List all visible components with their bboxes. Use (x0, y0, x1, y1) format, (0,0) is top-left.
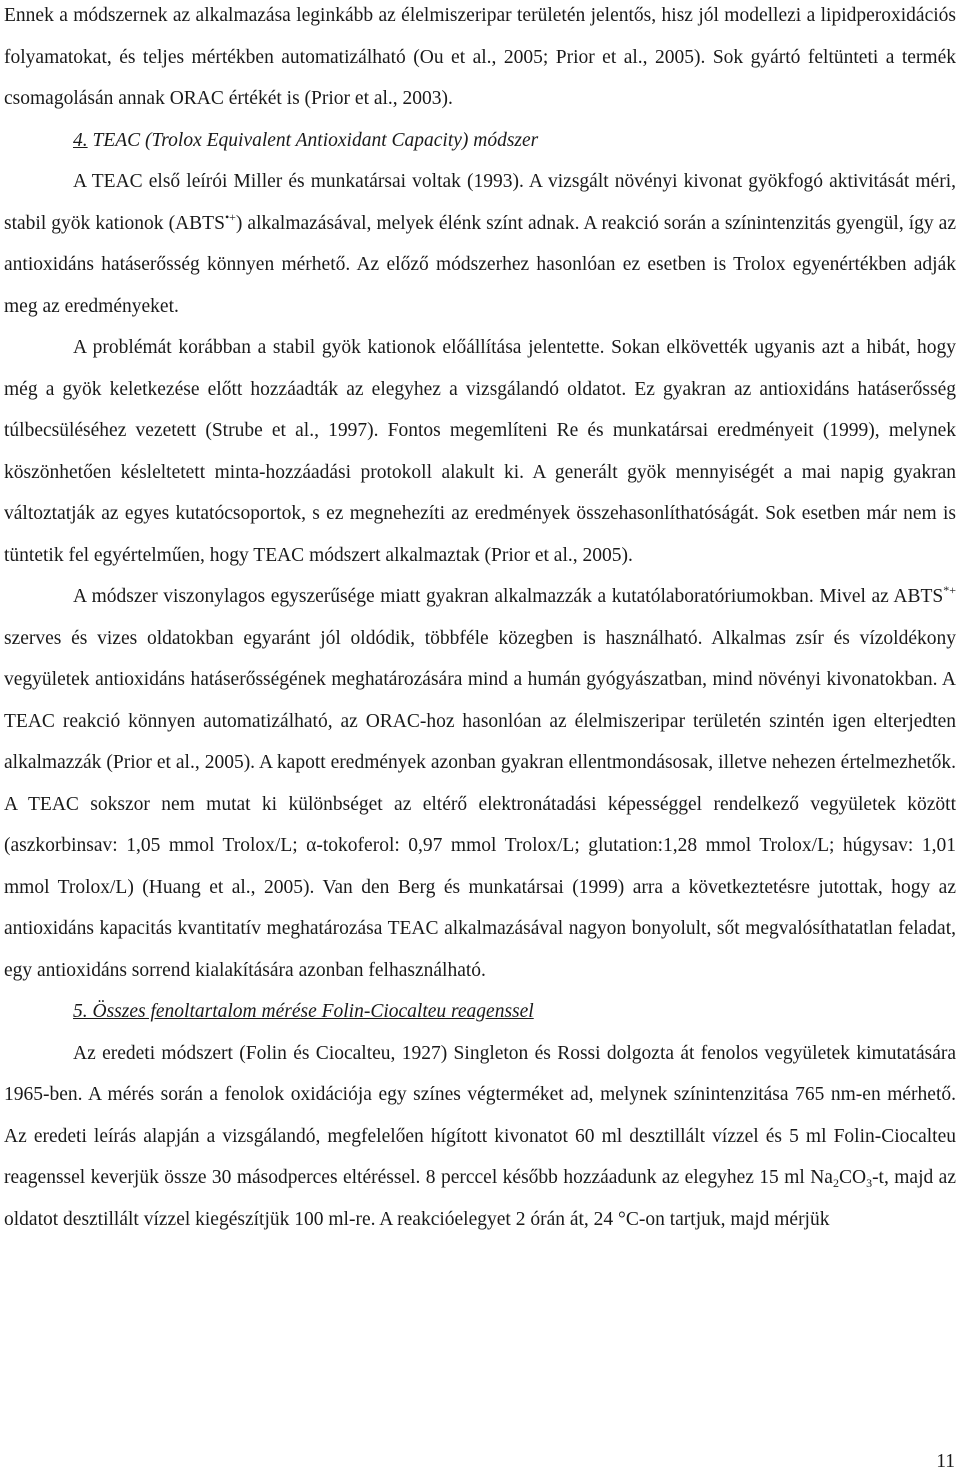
folin-p1-text-a: Az eredeti módszert (Folin és Ciocalteu, 1927) Singleton és Rossi dolgozta át fenolos vegyületek kimutatására 1965-ben. A mérés során a fenolok oxidációja egy színes végterméket ad, melynek színintenzitása 765 nm-en mérhető. Az eredeti leírás alapján a vizsgálandó, megfelelően hígított kivonatot 60 ml desztillált vízzel és 5 ml Folin-Ciocalteu reagenssel keverjük össze 30 másodperces eltéréssel. 8 perccel később hozzáadunk az elegyhez 15 ml Na (4, 1042, 956, 1188)
section-heading-folin (4, 991, 956, 1033)
teac-p2-text: A problémát korábban a stabil gyök kationok előállítása jelentette. Sokan elkövették ugyanis azt a hibát, hogy még a gyök keletkezése előtt hozzáadták az elegyhez a vizsgálandó oldatot. Ez gyakran az antioxidáns hatáserősség túlbecsüléséhez vezetett (Strube et al., 1997). Fontos megemlíteni Re és munkatársai eredményeit (1999), melynek köszönhetően késleltetett minta-hozzáadási protokoll alakult ki. A generált gyök mennyiségét a mai napig gyakran változtatják az egyes kutatócsoportok, s ez megnehezíti az eredmények összehasonlíthatóságát. Sok esetben már nem is tüntetik fel egyértelműen, hogy TEAC módszert alkalmaztak (Prior et al., 2005). (4, 337, 956, 566)
section-title-5: 5. Összes fenoltartalom mérése Folin-Ciocalteu reagenssel (73, 1001, 534, 1022)
teac-p1-text-a: A TEAC első leírói Miller és munkatársai voltak (1993). A vizsgált növényi kivonat gyökfogó aktivitását méri, stabil gyök kationok (ABTS (4, 171, 956, 234)
teac-paragraph-2 (4, 327, 956, 576)
teac-paragraph-1 (4, 161, 956, 327)
section-heading-teac (4, 120, 956, 162)
abts-superscript: *+ (943, 583, 956, 597)
na-subscript: 2 (832, 1176, 839, 1190)
document-body (4, 0, 956, 1240)
teac-p3-text-b: szerves és vizes oldatokban egyaránt jól oldódik, többféle közegben is használható. Alkalmas zsír és vízoldékony vegyületek antioxidáns hatáserősségének meghatározására mind a humán gyógyászatban, mind növényi kivonatokban. A TEAC reakció könnyen automatizálható, az ORAC-hoz hasonlóan az élelmiszeripar területén szintén igen elterjedten alkalmazzák (Prior et al., 2005). A kapott eredmények azonban gyakran ellentmondásosak, illetve nehezen értelmezhetők. A TEAC sokszor nem mutat ki különbséget az eltérő elektronátadási képességgel rendelkező vegyületek között (aszkorbinsav: 1,05 mmol Trolox/L; α-tokoferol: 0,97 mmol Trolox/L; glutation:1,28 mmol Trolox/L; húgysav: 1,01 mmol Trolox/L) (Huang et al., 2005). Van den Berg és munkatársai (1999) arra a következtetésre jutottak, hogy az antioxidáns kapacitás kvantitatív meghatározása TEAC alkalmazásával nagyon bonyolult, sőt megvalósíthatatlan feladat, egy antioxidáns sorrend kialakítására azonban felhasználható. (4, 627, 956, 981)
section-number-4: 4. (73, 129, 88, 151)
section-title-4: TEAC (Trolox Equivalent Antioxidant Capacity) módszer (87, 129, 539, 151)
page-number: 11 (936, 1451, 955, 1472)
folin-paragraph-1 (4, 1033, 956, 1241)
abts-radical-superscript: •+ (224, 209, 236, 224)
co-subscript: 3 (866, 1176, 873, 1190)
folin-p1-text-b: -t, majd az oldatot desztillált vízzel kiegészítjük 100 ml-re. A reakcióelegyet 2 órán át, 24 °C-on tartjuk, majd mérjük (4, 1167, 956, 1230)
intro-paragraph (4, 0, 956, 120)
intro-text: Ennek a módszernek az alkalmazása leginkább az élelmiszeripar területén jelentős, hisz jól modellezi a lipidperoxidációs folyamatokat, és teljes mértékben automatizálható (Ou et al., 2005; Prior et al., 2005). Sok gyártó feltünteti a termék csomagolásán annak ORAC értékét is (Prior et al., 2003). (4, 5, 956, 109)
folin-p1-formula-co: CO (838, 1167, 867, 1188)
teac-p3-text-a: A módszer viszonylagos egyszerűsége miatt gyakran alkalmazzák a kutatólaboratóriumokban. Mivel az ABTS (73, 586, 944, 607)
teac-p1-text-b: ) alkalmazásával, melyek élénk színt adnak. A reakció során a színintenzitás gyengül, így az antioxidáns hatáserősség könnyen mérhető. Az előző módszerhez hasonlóan ez esetben is Trolox egyenértékben adják meg az eredményeket. (4, 212, 956, 317)
teac-paragraph-3 (4, 576, 956, 991)
